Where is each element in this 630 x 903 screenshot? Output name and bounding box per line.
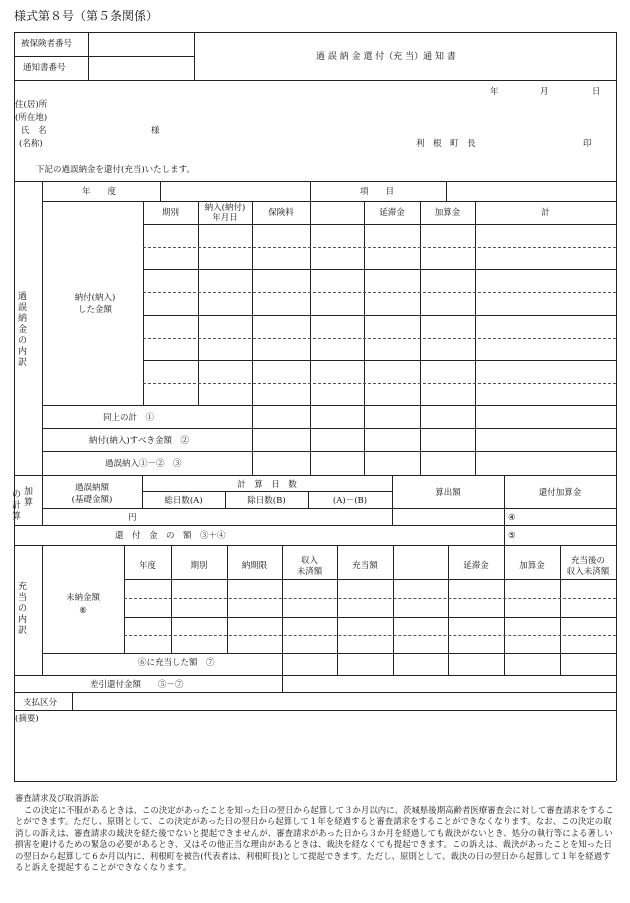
ap-col-year: 年度: [138, 561, 156, 571]
balance-label: 差引還付金額 ⑤－⑦: [90, 680, 184, 690]
appeal-notice: [15, 793, 618, 874]
ap-col-period: 期別: [190, 561, 208, 571]
issuer-name: 利 根 町 長: [416, 139, 476, 149]
notice-body: この決定に不服があるときは、この決定があったことを知った日の翌日から起算して３か月以内に、茨城県後期高齢者医療審査会に対して審査請求をすることができます。ただし、原則として、この決定があった日の翌日から起算して１年を経過すると審査請求をすることができなくなります。なお、この決定の取消しの訴えは、審査請求の裁決を経た後でないと提起できませんが、審査請求があった日から３か月を経過しても裁決がないとき、処分の執行等による著しい損害を避けるための緊急の必要があるとき、又はその他正当な理由があるときは、裁決を経なくても提起できます。この訴えは、裁決があったことを知った日の翌日から起算して６か月以内に、利根町を被告(代表者は、利根町長)として提起できます。ただし、原則として、裁決の日の翌日から起算して１年を経過すると訴えを提起することができなくなります。: [15, 804, 614, 872]
applied-row-label: ⑥に充当した額 ⑦: [138, 658, 215, 668]
col-additional-fee: 加算金: [434, 208, 461, 218]
document-title: 過 誤 納 金 還 付（充 当）通 知 書: [316, 52, 456, 62]
paid-amount-label: 納付(納入) した金額: [74, 293, 116, 315]
mark-5: ⑤: [508, 531, 516, 541]
mark-4: ④: [508, 513, 516, 523]
additional-side-label-right: 加算: [23, 487, 33, 508]
due-row-label: 納付(納入)すべき金額 ②: [89, 436, 189, 446]
address-label: 住(居)所: [15, 100, 48, 110]
calc-amount-label: 算出額: [435, 488, 461, 498]
base-amount-label: 過誤納額 (基礎金額): [71, 483, 113, 505]
item-header: 項 目: [360, 187, 395, 197]
summary-label: (摘要): [15, 714, 39, 724]
yen-unit: 円: [128, 513, 137, 523]
over-row-label: 過誤納入①－② ③: [105, 459, 182, 469]
honorific: 様: [151, 126, 160, 136]
calc-days-label: 計 算 日 数: [237, 480, 297, 490]
excluded-days-label: 除日数(B): [247, 496, 286, 506]
insured-number-label: 被保険者番号: [21, 39, 73, 49]
ap-col-additional: 加算金: [519, 561, 545, 571]
total-days-label: 総日数(A): [164, 496, 203, 506]
ap-col-late-fee: 延滞金: [463, 561, 489, 571]
seal-mark: 印: [583, 139, 592, 149]
unpaid-amount-label: 未納金額 ⑥: [65, 593, 100, 616]
ap-col-after: 充当後の 収入未済額: [566, 556, 610, 577]
notice-number-label: 通知書番号: [23, 63, 66, 73]
notice-title: 審査請求及び取消訴訟: [15, 793, 99, 803]
refund-amount-label: 還 付 金 の 額 ③＋④: [115, 531, 226, 541]
diff-days-label: (A)－(B): [332, 496, 368, 506]
name-sub-label: (名称): [19, 139, 43, 149]
ap-col-unpaid: 収入 未済額: [296, 556, 323, 577]
col-late-fee: 延滞金: [379, 208, 405, 218]
overpayment-side-label: 過誤納金の内訳: [17, 292, 27, 368]
payment-type-label: 支払区分: [23, 698, 58, 708]
refund-add-label: 還付加算金: [538, 488, 582, 498]
col-period: 期別: [161, 208, 179, 218]
appropriation-side-label: 充当の内訳: [17, 582, 27, 636]
year-header: 年 度: [82, 187, 117, 197]
additional-side-label-mid: の計算: [11, 490, 21, 522]
subtotal-row-label: 同上の計 ①: [103, 413, 155, 423]
col-payment-date: 納入(納付) 年月日: [204, 203, 246, 223]
col-total: 計: [541, 208, 550, 218]
name-label: 氏 名: [21, 126, 47, 136]
ap-col-applied: 充当額: [352, 561, 378, 571]
intro-text: 下記の過誤納金を還付(充当)いたします。: [36, 165, 195, 175]
date-day: 日: [592, 87, 601, 97]
date-year: 年: [490, 87, 499, 97]
form-number: 様式第８号（第５条関係）: [14, 9, 159, 23]
address-sub-label: (所在地): [15, 113, 48, 123]
col-premium: 保険料: [268, 208, 294, 218]
ap-col-deadline: 納期限: [241, 561, 268, 571]
date-month: 月: [540, 87, 549, 97]
